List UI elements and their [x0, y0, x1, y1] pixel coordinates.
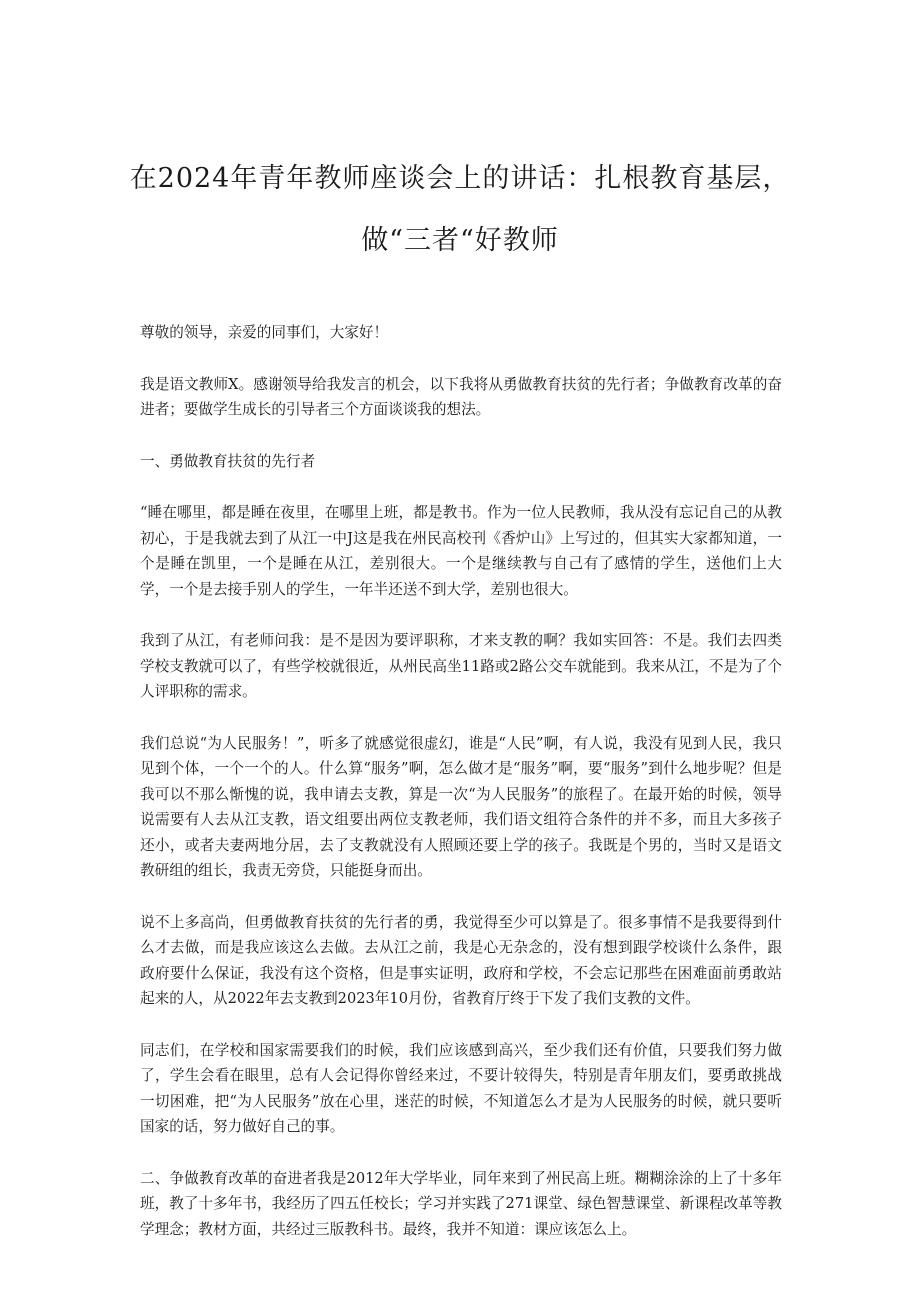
- body-paragraph: 同志们，在学校和国家需要我们的时候，我们应该感到高兴，至少我们还有价值，只要我们努力做了，学生会看在眼里，总有人会记得你曾经来过，不要计较得失，特别是青年朋友们，要勇敢挑战一切困难，把“为人民服务”放在心里，迷茫的时候，不知道怎么才是为人民服务的时候，就只要听国家的话，努力做好自己的事。: [140, 1041, 782, 1135]
- intro-paragraph: 我是语文教师X。感谢领导给我发言的机会，以下我将从勇做教育扶贫的先行者；争做教育改革的奋进者；要做学生成长的引导者三个方面谈谈我的想法。: [140, 375, 782, 418]
- body-paragraph: 说不上多高尚，但勇做教育扶贫的先行者的勇，我觉得至少可以算是了。很多事情不是我要得到什么才去做，而是我应该这么去做。去从江之前，我是心无杂念的，没有想到跟学校谈什么条件，跟政府要什么保证，我没有这个资格，但是事实证明，政府和学校，不会忘记那些在困难面前勇敢站起来的人，从2022年去支教到2023年10月份，省教育厅终于下发了我们支教的文件。: [140, 913, 782, 1007]
- section-heading-2-paragraph: 二、争做教育改革的奋进者我是2012年大学毕业，同年来到了州民高上班。糊糊涂涂的上了十多年班，教了十多年书，我经历了四五任校长；学习并实践了271课堂、绿色智慧课堂、新课程改革等教学理念；教材方面，共经过三版教科书。最终，我并不知道：课应该怎么上。: [140, 1169, 782, 1238]
- body-paragraph: “睡在哪里，都是睡在夜里，在哪里上班，都是教书。作为一位人民教师，我从没有忘记自己的从教初心，于是我就去到了从江一中J这是我在州民高校刊《香炉山》上写过的，但其实大家都知道，一个是睡在凯里，一个是睡在从江，差别很大。一个是继续教与自己有了感情的学生，送他们上大学，一个是去接手别人的学生，一年半还送不到大学，差别也很大。: [140, 504, 782, 598]
- document-body: [140, 320, 782, 1268]
- body-paragraph: 我到了从江，有老师问我：是不是因为要评职称，才来支教的啊？我如实回答：不是。我们去四类学校支教就可以了，有些学校就很近，从州民高坐11路或2路公交车就能到。我来从江，不是为了个人评职称的需求。: [140, 632, 782, 700]
- greeting-paragraph: 尊敬的领导，亲爱的同事们，大家好！: [140, 324, 389, 341]
- section-heading-1: 一、勇做教育扶贫的先行者: [140, 452, 316, 470]
- document-title: 在2024年青年教师座谈会上的讲话：扎根教育基层，做“三者“好教师: [129, 163, 791, 256]
- body-paragraph: 我们总说“为人民服务！”，听多了就感觉很虚幻，谁是“人民”啊，有人说，我没有见到人民，我只见到个体，一个一个的人。什么算“服务”啊，怎么做才是“服务”啊，要“服务”到什么地步呢？但是我可以不那么惭愧的说，我申请去支教，算是一次“为人民服务”的旅程了。在最开始的时候，领导说需要有人去从江支教，语文组要出两位支教老师，我们语文组符合条件的并不多，而且大多孩子还小，或者夫妻两地分居，去了支教就没有人照顾还要上学的孩子。我既是个男的，当时又是语文教研组的组长，我责无旁贷，只能挺身而出。: [140, 734, 782, 879]
